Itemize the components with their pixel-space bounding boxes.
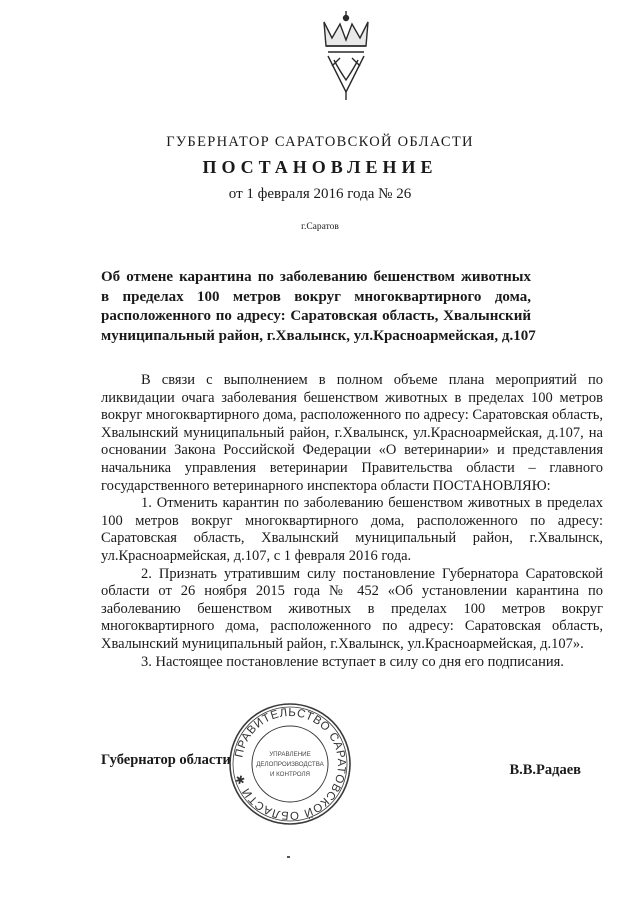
document-type-title: ПОСТАНОВЛЕНИЕ	[202, 157, 438, 177]
signatory-name: В.В.Радаев	[509, 762, 581, 778]
document-body	[101, 372, 603, 671]
document-date-number: от 1 февраля 2016 года № 26	[228, 186, 412, 202]
svg-text:И КОНТРОЛЯ: И КОНТРОЛЯ	[269, 771, 311, 778]
governor-office-title: ГУБЕРНАТОР САРАТОВСКОЙ ОБЛАСТИ	[166, 134, 474, 150]
heading-line: Об отмене карантина по заболеванию бешенством животных	[101, 269, 531, 285]
svg-text:ПРАВИТЕЛЬСТВО САРАТОВСКОЙ ОБЛА: ПРАВИТЕЛЬСТВО САРАТОВСКОЙ ОБЛАСТИ ✱	[233, 706, 348, 822]
page-mark	[287, 856, 290, 858]
paragraph-preamble: В связи с выполнением в полном объеме плана мероприятий по ликвидации очага заболевания бешенством животных в пределах 100 метров вокруг многоквартирного дома, расположенного по адресу: Саратовская область, Хвалынский муниципальный район, г.Хвалынск, ул.Красноармейская, д.107, на основании Закона Российской Федерации «О ветеринарии» и представления начальника управления ветеринарии Правительства области – главного государственного ветеринарного инспектора области ПОСТАНОВЛЯЮ:	[101, 372, 603, 494]
official-seal-stamp-icon	[228, 702, 352, 826]
document-city: г.Саратов	[301, 222, 339, 232]
paragraph-item-3: 3. Настоящее постановление вступает в силу со дня его подписания.	[141, 653, 564, 670]
signatory-position: Губернатор области	[101, 752, 231, 768]
document-heading	[101, 268, 536, 346]
paragraph-item-2: 2. Признать утратившим силу постановление Губернатора Саратовской области от 26 ноября 2015 года № 452 «Об установлении карантина по заболеванию бешенством животных в пределах 100 метров вокруг многоквартирного дома, расположенного по адресу: Саратовская область, Хвалынский муниципальный район, г.Хвалынск, ул.Красноармейская, д.107».	[101, 565, 603, 652]
paragraph-item-1: 1. Отменить карантин по заболеванию бешенством животных в пределах 100 метров вокруг многоквартирного дома, расположенного по адресу: Саратовская область, Хвалынский муниципальный район, г.Хвалынск, ул.Красноармейская, д.107, с 1 февраля 2016 года.	[101, 495, 603, 564]
crown-sceptres-emblem-icon	[316, 8, 376, 104]
heading-line: в пределах 100 метров вокруг многоквартирного дома,	[101, 288, 531, 305]
heading-line: муниципальный район, г.Хвалынск, ул.Красноармейская, д.107	[101, 327, 536, 344]
svg-text:УПРАВЛЕНИЕ: УПРАВЛЕНИЕ	[269, 751, 311, 758]
heading-line: расположенного по адресу: Саратовская область, Хвалынский	[101, 308, 531, 324]
svg-text:ДЕЛОПРОИЗВОДСТВА: ДЕЛОПРОИЗВОДСТВА	[256, 761, 324, 768]
